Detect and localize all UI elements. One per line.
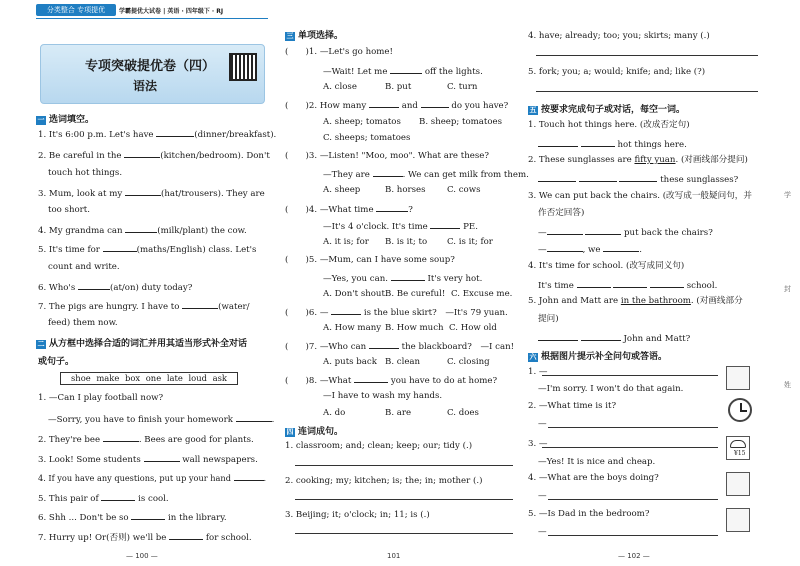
price-label: ¥15 xyxy=(734,450,746,457)
section-6-title: 六 根据图片提示补全问句或答语。 xyxy=(529,352,668,362)
answer-blank[interactable] xyxy=(156,129,194,137)
answer-blank[interactable] xyxy=(124,150,160,158)
qr-code xyxy=(229,53,257,81)
option-b[interactable]: B. are xyxy=(385,408,412,418)
answer-blank[interactable] xyxy=(421,100,449,108)
option-c[interactable]: C. is it; for xyxy=(447,237,493,247)
s2-item-1-b: —Sorry, you have to finish your homework . xyxy=(48,415,275,425)
s5-item-5-ans: John and Matt? xyxy=(538,333,690,344)
s5-item-4: 4. It's time for school. (改写成同义句) xyxy=(528,261,685,271)
answer-line[interactable] xyxy=(295,465,513,466)
answer-blank[interactable] xyxy=(331,307,361,315)
q5-b: —Yes, you can. It's very hot. xyxy=(323,274,483,284)
page-102 xyxy=(522,0,800,566)
option-b[interactable]: B. clean xyxy=(385,357,421,367)
q6-options xyxy=(323,324,497,333)
option-a[interactable]: A. it is; for xyxy=(323,237,369,247)
clock-icon xyxy=(728,398,752,422)
s1-item-2: 2. Be careful in the (kitchen/bedroom). Don't xyxy=(38,151,270,161)
s5-item-3-ans2: — , we . xyxy=(538,245,642,255)
q1-b: —Wait! Let me off the lights. xyxy=(323,67,483,77)
answer-blank[interactable] xyxy=(538,333,578,341)
s6-item-5: 5. —Is Dad in the bedroom? xyxy=(528,509,650,519)
answer-line[interactable] xyxy=(548,499,718,500)
option-a[interactable]: A. sheep xyxy=(323,185,361,195)
s4-item-2: 2. cooking; my; kitchen; is; the; in; mother (.) xyxy=(285,476,483,486)
s6-item-2-b: — xyxy=(538,419,547,429)
s1-item-6: 6. Who's (at/on) duty today? xyxy=(38,283,193,293)
s6-item-4: 4. —What are the boys doing? xyxy=(528,473,659,483)
s5-item-3-ans: — put back the chairs? xyxy=(538,228,713,238)
page-100 xyxy=(0,0,277,566)
option-c[interactable]: C. cows xyxy=(447,185,481,195)
s2-item-3: 3. Look! Some students wall newspapers. xyxy=(38,455,258,465)
answer-blank[interactable] xyxy=(369,100,399,108)
s6-item-4-b: — xyxy=(538,491,547,501)
page-101 xyxy=(275,0,529,566)
s6-item-2: 2. —What time is it? xyxy=(528,401,617,411)
s1-item-3: 3. Mum, look at my (hat/trousers). They are xyxy=(38,189,265,199)
q4-options xyxy=(323,238,493,247)
s5-item-3: 3. We can put back the chairs. (改写成一般疑问句，并 xyxy=(528,191,752,201)
s1-item-7-cont: feed) them now. xyxy=(48,318,118,328)
q2-options-c xyxy=(323,134,410,143)
answer-blank[interactable] xyxy=(78,282,110,290)
answer-blank[interactable] xyxy=(581,139,615,147)
s1-item-5: 5. It's time for (maths/English) class. Let's xyxy=(38,245,257,255)
answer-blank[interactable] xyxy=(236,414,272,422)
s1-item-1: 1. It's 6:00 p.m. Let's have (dinner/breakfast). xyxy=(38,130,277,140)
title-banner xyxy=(40,44,265,104)
answer-line[interactable] xyxy=(536,55,758,56)
s1-item-3-cont: too short. xyxy=(48,205,90,215)
q3-b: —They are . We can get milk from them. xyxy=(323,170,529,180)
answer-line[interactable] xyxy=(295,533,513,534)
q1: ( )1. —Let's go home! xyxy=(285,47,393,57)
option-a[interactable]: A. do xyxy=(323,408,346,418)
answer-blank[interactable] xyxy=(547,227,583,235)
s5-item-2: 2. These sunglasses are fifty yuan. (对画线部分提问) xyxy=(528,155,748,165)
series-name: 学霸提优大试卷 | 英语 · 四年级下 · RJ xyxy=(119,8,224,15)
picture-boy-hand-icon xyxy=(726,366,750,390)
option-b[interactable]: B. sheep; tomatoes xyxy=(419,117,503,127)
answer-blank[interactable] xyxy=(650,280,684,288)
answer-blank[interactable] xyxy=(125,188,161,196)
option-a[interactable]: A. puts back xyxy=(323,357,377,367)
q4-b: —It's 4 o'clock. It's time PE. xyxy=(323,222,478,232)
s2-item-4: 4. If you have any questions, put up your hand . xyxy=(38,473,267,483)
q3: ( )3. —Listen! "Moo, moo". What are these? xyxy=(285,151,489,161)
s5-item-5: 5. John and Matt are in the bathroom. (对画线部分 xyxy=(528,296,743,306)
s2-item-5: 5. This pair of is cool. xyxy=(38,494,169,504)
s4-item-4: 4. have; already; too; you; skirts; many (.) xyxy=(528,31,710,41)
s1-item-2-cont: touch hot things. xyxy=(48,168,123,178)
q5-options xyxy=(323,290,512,299)
answer-blank[interactable] xyxy=(603,244,639,252)
answer-line[interactable] xyxy=(548,535,718,536)
s2-item-1: 1. —Can I play football now? xyxy=(38,393,164,403)
hat-icon xyxy=(726,436,750,460)
s5-item-4-ans: It's time school. xyxy=(538,281,718,291)
answer-blank[interactable] xyxy=(101,493,135,501)
q4: ( )4. —What time ? xyxy=(285,205,413,215)
s6-item-1: 1. — xyxy=(528,367,548,377)
q2: ( )2. How many and do you have? xyxy=(285,101,509,111)
q3-options xyxy=(323,186,481,195)
option-b[interactable]: B. How much xyxy=(385,323,444,333)
answer-blank[interactable] xyxy=(373,169,403,177)
answer-blank[interactable] xyxy=(234,473,264,481)
section-1-title: 一 选词填空。 xyxy=(37,115,95,125)
s4-item-1: 1. classroom; and; clean; keep; our; tidy (.) xyxy=(285,441,473,451)
answer-line[interactable] xyxy=(536,91,758,92)
q8-options xyxy=(323,409,479,418)
answer-line[interactable] xyxy=(542,447,718,448)
q7: ( )7. —Who can the blackboard? —I can! xyxy=(285,342,515,352)
q2-options xyxy=(323,118,502,127)
answer-blank[interactable] xyxy=(577,280,611,288)
answer-blank[interactable] xyxy=(144,454,180,462)
s4-item-5: 5. fork; you; a; would; knife; and; like (?) xyxy=(528,67,706,77)
margin-label: 封 xyxy=(784,285,791,293)
answer-blank[interactable] xyxy=(169,532,203,540)
option-a[interactable]: A. close xyxy=(323,82,357,92)
answer-blank[interactable] xyxy=(103,434,139,442)
answer-blank[interactable] xyxy=(125,225,157,233)
option-b[interactable]: B. put xyxy=(385,82,412,92)
answer-blank[interactable] xyxy=(619,174,657,182)
picture-boys-icon xyxy=(726,472,750,496)
answer-line[interactable] xyxy=(295,499,513,500)
answer-blank[interactable] xyxy=(391,273,425,281)
answer-blank[interactable] xyxy=(376,204,408,212)
section-4-title: 四 连词成句。 xyxy=(286,427,344,437)
answer-blank[interactable] xyxy=(430,221,460,229)
s6-item-3: 3. — xyxy=(528,439,548,449)
answer-blank[interactable] xyxy=(390,66,422,74)
q7-options xyxy=(323,358,490,367)
answer-blank[interactable] xyxy=(581,333,621,341)
s1-item-5-cont: count and write. xyxy=(48,262,120,272)
section-2-title-cont: 或句子。 xyxy=(38,357,75,367)
answer-blank[interactable] xyxy=(547,244,583,252)
word-box xyxy=(60,372,238,385)
option-c[interactable]: C. Excuse me. xyxy=(451,289,513,299)
section-3-title: 三 单项选择。 xyxy=(286,31,344,41)
s1-item-7: 7. The pigs are hungry. I have to (water/ xyxy=(38,302,250,312)
section-5-title: 五 按要求完成句子或对话，每空一词。 xyxy=(529,105,686,115)
s4-item-3: 3. Beijing; it; o'clock; in; 11; is (.) xyxy=(285,510,430,520)
word-box-words: shoe make box one late loud ask xyxy=(71,373,227,383)
page-title: 专项突破提优卷（四） xyxy=(85,59,216,74)
page-number-101: 101 xyxy=(387,552,401,560)
answer-blank[interactable] xyxy=(103,244,137,252)
s6-item-5-b: — xyxy=(538,527,547,537)
s6-item-3-b: —Yes! It is nice and cheap. xyxy=(538,457,656,467)
s2-item-2: 2. They're bee . Bees are good for plants. xyxy=(38,435,254,445)
margin-label: 姓 xyxy=(784,381,791,389)
q5: ( )5. —Mum, can I have some soup? xyxy=(285,255,455,265)
q8: ( )8. —What you have to do at home? xyxy=(285,376,498,386)
answer-blank[interactable] xyxy=(538,139,578,147)
section-2-title: 二 从方框中选择合适的词汇并用其适当形式补全对话 xyxy=(37,339,248,349)
header-rule xyxy=(36,18,268,19)
s5-item-1-ans: hot things here. xyxy=(538,139,687,150)
s2-item-6: 6. Shh ... Don't be so in the library. xyxy=(38,513,227,523)
picture-room-icon xyxy=(726,508,750,532)
option-b[interactable]: B. is it; to xyxy=(385,237,428,247)
s2-item-7: 7. Hurry up! Or(否则) we'll be for school. xyxy=(38,533,252,543)
category-tag xyxy=(36,4,116,16)
option-c[interactable]: C. closing xyxy=(447,357,490,367)
option-b[interactable]: B. horses xyxy=(385,185,426,195)
option-c[interactable]: C. sheeps; tomatoes xyxy=(323,133,411,143)
answer-line[interactable] xyxy=(548,427,718,428)
s1-item-4: 4. My grandma can (milk/plant) the cow. xyxy=(38,226,247,236)
q6: ( )6. — is the blue skirt? —It's 79 yuan. xyxy=(285,308,508,318)
page-number-100: — 100 — xyxy=(126,552,158,560)
answer-blank[interactable] xyxy=(182,301,218,309)
option-c[interactable]: C. does xyxy=(447,408,479,418)
answer-blank[interactable] xyxy=(354,375,388,383)
margin-label: 学 xyxy=(784,191,791,199)
q8-b: —I have to wash my hands. xyxy=(323,391,443,401)
s5-item-1: 1. Touch hot things here. (改成否定句) xyxy=(528,120,690,130)
option-a[interactable]: A. Don't shout. xyxy=(323,289,388,299)
s6-item-1-b: —I'm sorry. I won't do that again. xyxy=(538,384,684,394)
option-a[interactable]: A. How many xyxy=(323,323,382,333)
s5-item-3-cont: 作否定回答) xyxy=(538,208,585,218)
page-number-102: — 102 — xyxy=(618,552,650,560)
answer-blank[interactable] xyxy=(538,174,576,182)
answer-line[interactable] xyxy=(542,375,718,376)
answer-blank[interactable] xyxy=(131,512,165,520)
answer-blank[interactable] xyxy=(369,341,399,349)
option-a[interactable]: A. sheep; tomatos xyxy=(323,117,401,127)
answer-blank[interactable] xyxy=(613,280,647,288)
option-c[interactable]: C. How old xyxy=(449,323,497,333)
answer-blank[interactable] xyxy=(579,174,617,182)
s5-item-5-cont: 提问) xyxy=(538,314,559,324)
option-b[interactable]: B. Be cureful! xyxy=(385,289,446,299)
category-tag-text: 分类整合 专项提优 xyxy=(46,6,106,14)
page-subtitle: 语法 xyxy=(133,79,158,93)
answer-blank[interactable] xyxy=(585,227,621,235)
s5-item-2-ans: these sunglasses? xyxy=(538,174,738,185)
option-c[interactable]: C. turn xyxy=(447,82,478,92)
q1-options xyxy=(323,83,477,92)
